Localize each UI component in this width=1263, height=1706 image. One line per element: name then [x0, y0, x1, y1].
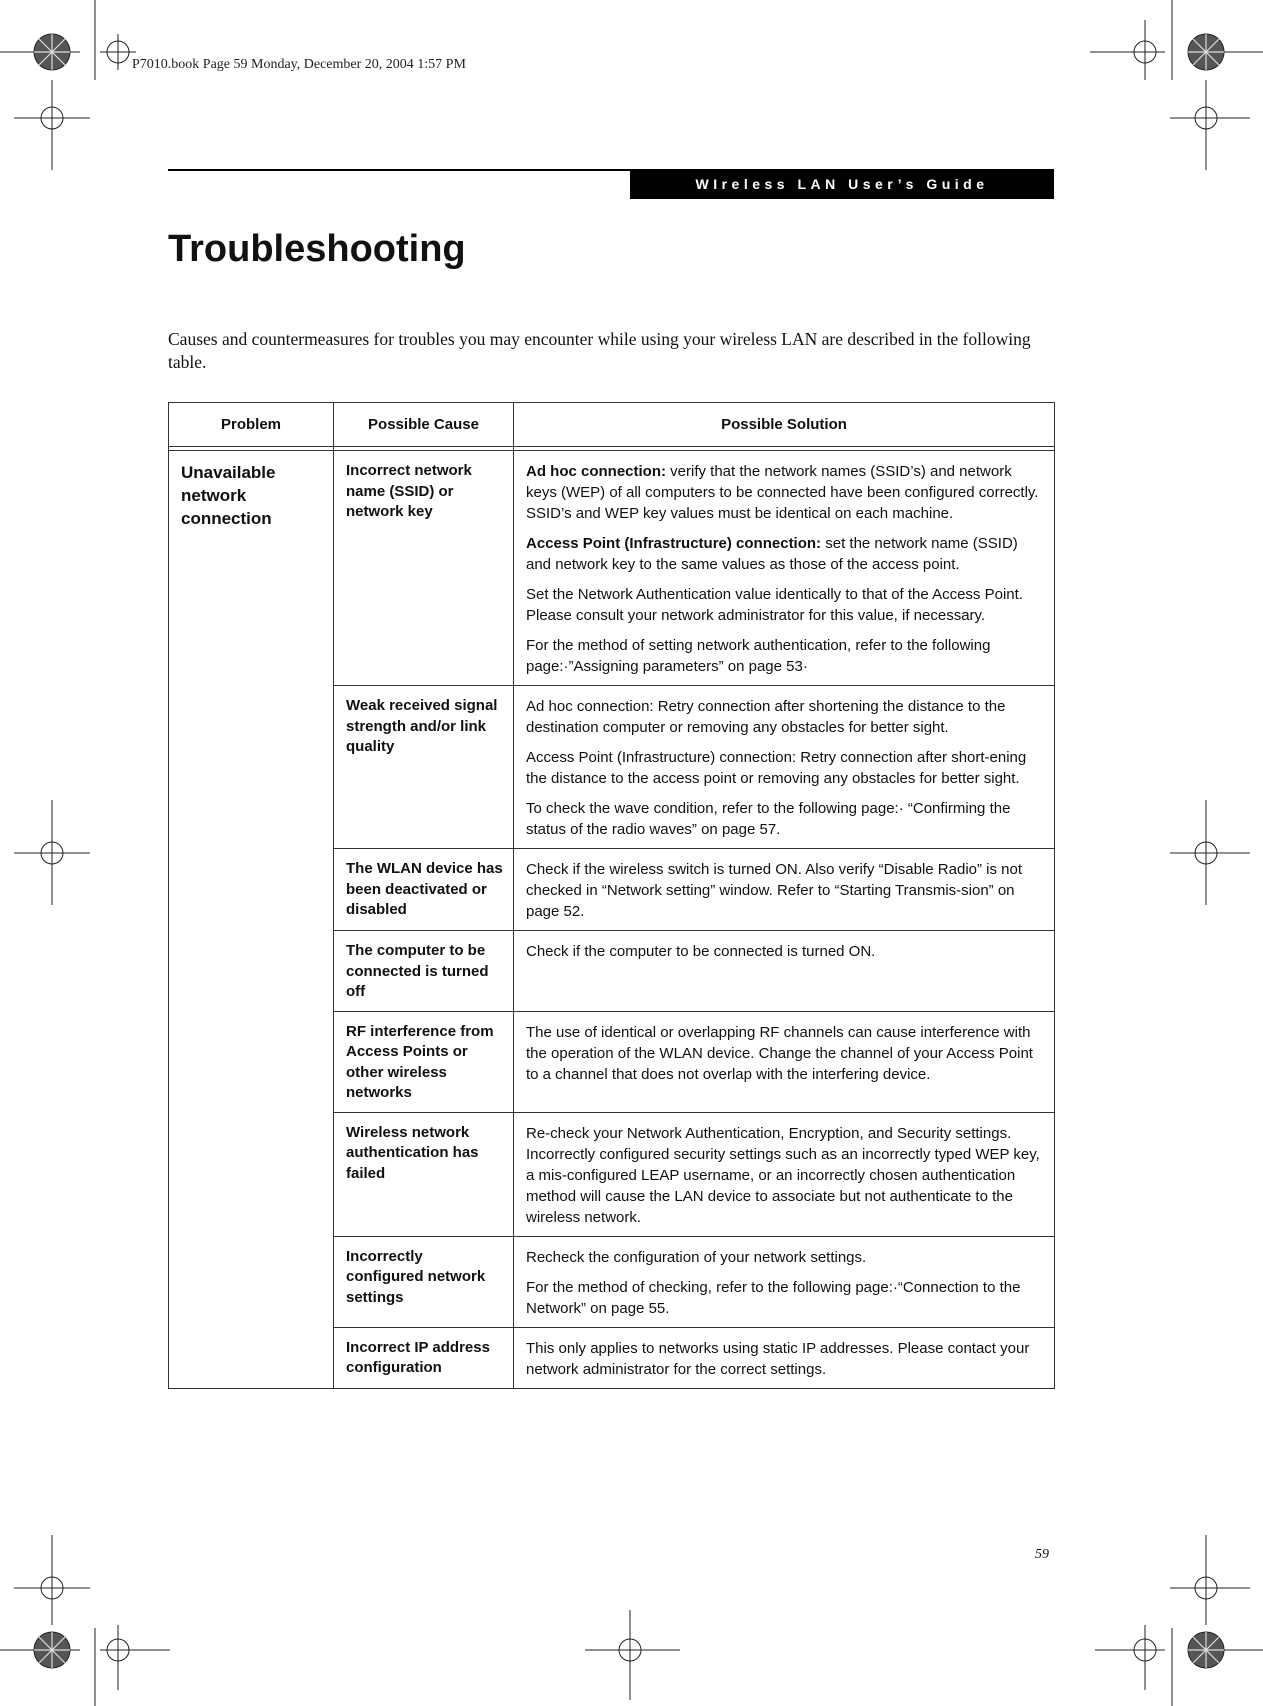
solution-paragraph	[526, 1277, 1046, 1319]
cause-cell: Incorrect network name (SSID) or network key	[334, 451, 514, 686]
solution-text: Check if the computer to be connected is turned ON.	[526, 943, 876, 960]
cause-cell: The computer to be connected is turned off	[334, 931, 514, 1012]
solution-cell	[514, 1327, 1055, 1388]
table-header-row	[169, 403, 1055, 447]
solution-text: Check if the wireless switch is turned ON. Also verify “Disable Radio” is not checked in “Network setting” window. Refer to “Starting Transmis-sion” on page 52.	[526, 861, 1023, 920]
cause-cell: Incorrect IP address configuration	[334, 1327, 514, 1388]
solution-text: Ad hoc connection: Retry connection after shortening the distance to the destination computer or removing any obstacles for better sight.	[526, 698, 1006, 736]
solution-cell	[514, 931, 1055, 1012]
solution-label: Access Point (Infrastructure) connection:	[526, 535, 822, 552]
column-header-cause: Possible Cause	[334, 403, 514, 447]
solution-text: Set the Network Authentication value identically to that of the Access Point. Please consult your network administrator for this value, if necessary.	[526, 586, 1023, 624]
solution-cell	[514, 1236, 1055, 1327]
cause-cell: Incorrectly configured network settings	[334, 1236, 514, 1327]
solution-text: For the method of checking, refer to the following page:·“Connection to the Network” on page 55.	[526, 1278, 1021, 1317]
solution-cell	[514, 451, 1055, 686]
solution-label: Ad hoc connection:	[526, 463, 666, 480]
print-slug: P7010.book Page 59 Monday, December 20, 2004 1:57 PM	[132, 57, 466, 72]
running-header: WIreless LAN User’s Guide	[630, 169, 1054, 199]
solution-paragraph	[526, 635, 1046, 677]
column-header-solution: Possible Solution	[514, 403, 1055, 447]
intro-paragraph: Causes and countermeasures for troubles you may encounter while using your wireless LAN are described in the following table.	[168, 329, 1031, 372]
solution-paragraph	[526, 798, 1046, 840]
solution-text: Access Point (Infrastructure) connection: Retry connection after short-ening the distance to the access point or removing any obstacles for better sight.	[526, 749, 1027, 787]
solution-text: The use of identical or overlapping RF channels can cause interference with the operation of the WLAN device. Change the channel of your Access Point to a channel that does not overlap with the interfering device.	[526, 1023, 1033, 1083]
solution-text: verify that the network names (SSID’s) and network keys (WEP) of all computers to be connected have been configured correctly. SSID’s and WEP key values must be identical on each machine.	[526, 463, 1039, 522]
page-title: Troubleshooting	[168, 228, 466, 270]
header-rule	[168, 169, 630, 171]
solution-text: Re-check your Network Authentication, Encryption, and Security settings. Incorrectly configured security settings such as an incorrectly typed WEP key, a mis-configured LEAP username, or an incorrectly chosen authentication method will cause the LAN device to associate but not authenticate to the wireless network.	[526, 1124, 1040, 1226]
cause-cell: Wireless network authentication has failed	[334, 1112, 514, 1236]
column-header-problem: Problem	[169, 403, 334, 447]
cause-cell: The WLAN device has been deactivated or disabled	[334, 849, 514, 931]
solution-paragraph	[526, 1338, 1046, 1380]
table-body	[169, 447, 1055, 1389]
solution-text: Recheck the configuration of your network settings.	[526, 1248, 867, 1266]
page-number: 59	[1035, 1547, 1049, 1562]
solution-paragraph	[526, 696, 1046, 738]
problem-cell: Unavailable network connection	[169, 451, 334, 1389]
solution-text: set the network name (SSID) and network key to the same values as those of the access point.	[526, 535, 1018, 573]
solution-text: This only applies to networks using static IP addresses. Please contact your network administrator for the correct settings.	[526, 1339, 1030, 1378]
solution-cell	[514, 686, 1055, 849]
solution-paragraph	[526, 941, 1046, 962]
solution-paragraph	[526, 533, 1046, 575]
solution-paragraph	[526, 584, 1046, 626]
solution-cell	[514, 1112, 1055, 1236]
solution-paragraph	[526, 859, 1046, 922]
cause-cell: Weak received signal strength and/or link quality	[334, 686, 514, 849]
solution-cell	[514, 849, 1055, 931]
solution-text: For the method of setting network authentication, refer to the following page:·”Assigning parameters” on page 53·	[526, 637, 991, 675]
solution-paragraph	[526, 1247, 1046, 1268]
solution-paragraph	[526, 747, 1046, 789]
solution-paragraph	[526, 1123, 1046, 1228]
solution-paragraph	[526, 1022, 1046, 1085]
solution-paragraph	[526, 461, 1046, 524]
cause-cell: RF interference from Access Points or other wireless networks	[334, 1011, 514, 1112]
solution-cell	[514, 1011, 1055, 1112]
table-row	[169, 451, 1055, 686]
troubleshooting-table	[168, 402, 1055, 1389]
solution-text: To check the wave condition, refer to the following page:· “Confirming the status of the radio waves” on page 57.	[526, 800, 1011, 838]
